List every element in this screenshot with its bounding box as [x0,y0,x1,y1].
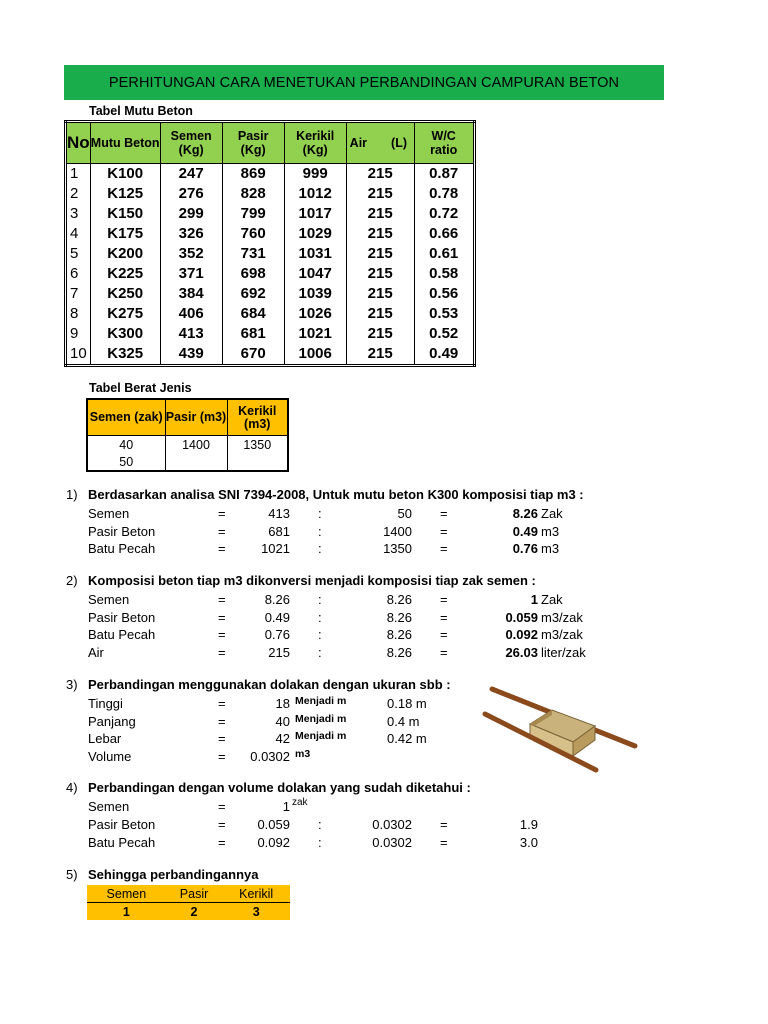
mutu-cell-wc: 0.58 [414,264,474,284]
row-unit: m3/zak [541,627,583,642]
row-value-a: 0.49 [264,609,290,625]
mutu-row [66,344,475,366]
row-eq2: = [440,609,448,625]
row-value-a: 413 [268,506,290,521]
mutu-row [66,204,475,224]
row-colon: : [318,834,322,850]
row-note: Menjadi m [295,730,347,742]
mutu-cell-wc: 0.78 [414,184,474,204]
row-label: Semen [88,506,130,521]
mutu-cell-semen: 371 [160,264,222,284]
mutu-cell-wc: 0.72 [414,204,474,224]
final-header: Pasir [166,885,223,903]
mutu-cell-pasir: 869 [222,164,284,185]
row-label: Volume [88,748,132,764]
berat-cell: 1400 [165,436,227,454]
s4-semen-row [88,798,129,815]
mutu-cell-air: 215 [346,304,414,324]
mutu-cell-mutu: K250 [90,284,160,304]
mutu-cell-mutu: K175 [90,224,160,244]
row-result: 3.0 [519,834,538,850]
row-eq2: = [440,506,448,521]
berat-cell: 1350 [227,436,288,454]
mutu-cell-mutu: K150 [90,204,160,224]
mutu-cell-kerikil: 999 [284,164,346,185]
row-eq: = [218,592,226,607]
row-eq2: = [440,644,448,660]
section-3-heading: Perbandingan menggunakan dolakan dengan ukuran sbb : [88,677,451,692]
mutu-cell-pasir: 828 [222,184,284,204]
mutu-cell-kerikil: 1029 [284,224,346,244]
final-ratio-table [87,885,290,920]
final-value: 3 [222,903,290,921]
final-header: Kerikil [222,885,290,903]
mutu-cell-no: 4 [70,225,79,242]
mutu-cell-air: 215 [346,284,414,304]
row-converted: 0.4 m [387,713,420,729]
header-mutu: Mutu Beton [90,122,160,164]
row-eq2: = [440,592,448,607]
row-result: 0.49 [512,523,538,539]
mutu-cell-wc: 0.49 [414,344,474,366]
mutu-cell-no: 8 [70,305,79,322]
mutu-cell-no: 9 [70,325,79,342]
mutu-cell-wc: 0.61 [414,244,474,264]
mutu-cell-wc: 0.87 [414,164,474,185]
mutu-cell-semen: 276 [160,184,222,204]
row-converted: 0.42 m [387,731,427,746]
mutu-cell-air: 215 [346,204,414,224]
row-eq: = [218,541,226,556]
mutu-cell-semen: 439 [160,344,222,366]
row-unit: Zak [541,592,563,607]
mutu-cell-wc: 0.53 [414,304,474,324]
mutu-cell-kerikil: 1047 [284,264,346,284]
mutu-cell-air: 215 [346,264,414,284]
header-semen: Semen (Kg) [160,122,222,164]
berat-header-pasir: Pasir (m3) [165,399,227,436]
mutu-cell-no: 5 [70,245,79,262]
row-value-b: 1400 [383,523,412,539]
row-colon: : [318,817,322,832]
mutu-cell-air: 215 [346,344,414,366]
row-unit: liter/zak [541,644,586,660]
mutu-cell-pasir: 731 [222,244,284,264]
row-result: 8.26 [512,506,538,521]
mutu-cell-semen: 413 [160,324,222,344]
section-2-number: 2) [66,573,78,588]
row-eq: = [218,523,226,539]
mutu-cell-pasir: 681 [222,324,284,344]
mutu-cell-mutu: K325 [90,344,160,366]
row-label: Panjang [88,713,136,729]
row-value-b: 1350 [383,541,412,556]
row-label: Pasir Beton [88,817,156,832]
row-value-b: 0.0302 [372,834,412,850]
berat-header-semen: Semen (zak) [87,399,165,436]
row-value-a: 8.26 [264,592,290,607]
mutu-cell-mutu: K225 [90,264,160,284]
row-eq: = [218,696,226,711]
mutu-cell-kerikil: 1026 [284,304,346,324]
row-colon: : [318,627,322,642]
mutu-cell-mutu: K200 [90,244,160,264]
row-value-a: 681 [268,523,290,539]
row-result: 0.059 [505,609,538,625]
row-value-b: 50 [397,506,412,521]
mutu-cell-semen: 384 [160,284,222,304]
row-unit: m3 [541,523,560,539]
mutu-table-caption: Tabel Mutu Beton [89,104,193,118]
row-label: Batu Pecah [88,834,156,850]
mutu-cell-semen: 326 [160,224,222,244]
mutu-cell-kerikil: 1012 [284,184,346,204]
row-label: Lebar [88,731,122,746]
section-5-heading: Sehingga perbandingannya [88,867,259,882]
mutu-cell-kerikil: 1021 [284,324,346,344]
header-kerikil: Kerikil (Kg) [284,122,346,164]
row-colon: : [318,506,322,521]
row-value-a: 18 [275,696,290,711]
row-colon: : [318,523,322,539]
header-air: Air (L) [346,122,414,164]
mutu-cell-mutu: K100 [90,164,160,185]
row-label: Tinggi [88,696,123,711]
row-label: Batu Pecah [88,541,156,556]
final-value: 2 [166,903,223,921]
mutu-cell-semen: 299 [160,204,222,224]
row-eq: = [218,506,226,521]
row-colon: : [318,541,322,556]
mutu-row [66,324,475,344]
berat-header-kerikil: Kerikil (m3) [227,399,288,436]
header-pasir: Pasir (Kg) [222,122,284,164]
row-value: 1 [282,799,290,814]
mutu-cell-mutu: K125 [90,184,160,204]
mutu-cell-kerikil: 1017 [284,204,346,224]
row-label: Pasir Beton [88,523,156,539]
berat-jenis-table [86,398,289,472]
mutu-cell-pasir: 698 [222,264,284,284]
row-note: Menjadi m [295,695,347,707]
mutu-row [66,244,475,264]
mutu-cell-air: 215 [346,324,414,344]
berat-cell: 40 [119,437,134,452]
berat-row [87,436,288,454]
mutu-row [66,164,475,185]
berat-cell [165,453,227,471]
mutu-cell-no: 3 [70,205,79,222]
mutu-cell-pasir: 799 [222,204,284,224]
mutu-cell-no: 6 [70,265,79,282]
row-result: 26.03 [505,644,538,660]
mutu-cell-no: 1 [70,165,79,182]
berat-cell [227,453,288,471]
row-note: m3 [295,747,311,760]
mutu-cell-wc: 0.52 [414,324,474,344]
mutu-cell-pasir: 684 [222,304,284,324]
row-eq2: = [440,834,448,850]
mutu-cell-pasir: 760 [222,224,284,244]
mutu-header-row [66,122,475,164]
mutu-cell-kerikil: 1039 [284,284,346,304]
berat-cell: 50 [119,454,134,469]
final-header: Semen [87,885,166,903]
row-value-a: 215 [268,644,290,660]
mutu-cell-no: 10 [70,345,87,362]
row-value-a: 40 [275,713,290,729]
mutu-cell-semen: 352 [160,244,222,264]
mutu-row [66,224,475,244]
row-unit: m3 [541,541,560,556]
row-eq2: = [440,523,448,539]
mutu-cell-air: 215 [346,184,414,204]
mutu-cell-air: 215 [346,224,414,244]
row-colon: : [318,592,322,607]
section-2-heading: Komposisi beton tiap m3 dikonversi menjadi komposisi tiap zak semen : [88,573,536,588]
mutu-cell-air: 215 [346,164,414,185]
row-label: Air [88,644,104,660]
row-eq: = [218,731,226,746]
berat-table-caption: Tabel Berat Jenis [89,381,192,395]
row-colon: : [318,609,322,625]
row-eq2: = [440,817,448,832]
mutu-cell-pasir: 670 [222,344,284,366]
row-eq: = [218,609,226,625]
mutu-cell-kerikil: 1006 [284,344,346,366]
page-title: PERHITUNGAN CARA MENETUKAN PERBANDINGAN CAMPURAN BETON [64,65,664,100]
mutu-row [66,184,475,204]
row-eq: = [218,644,226,660]
section-4-number: 4) [66,780,78,795]
mutu-cell-no: 2 [70,185,79,202]
row-eq: = [218,713,226,729]
row-unit: Zak [541,506,563,521]
section-4-heading: Perbandingan dengan volume dolakan yang sudah diketahui : [88,780,471,795]
row-value-a: 0.059 [257,817,290,832]
mutu-cell-kerikil: 1031 [284,244,346,264]
row-value-b: 8.26 [386,644,412,660]
final-value: 1 [87,903,166,921]
section-1-heading: Berdasarkan analisa SNI 7394-2008, Untuk mutu beton K300 komposisi tiap m3 : [88,487,584,502]
row-result: 0.092 [505,627,538,642]
row-value-a: 0.0302 [250,748,290,764]
row-value-b: 8.26 [386,609,412,625]
mutu-beton-table [64,120,476,367]
header-wc: W/C ratio [414,122,474,164]
row-label: Semen [88,799,130,814]
row-eq: = [218,748,226,764]
row-eq2: = [440,627,448,642]
mutu-cell-mutu: K300 [90,324,160,344]
mutu-cell-no: 7 [70,285,79,302]
row-converted: 0.18 m [387,696,427,711]
row-unit: m3/zak [541,609,583,625]
row-label: Semen [88,592,130,607]
mutu-cell-wc: 0.66 [414,224,474,244]
row-eq: = [218,817,226,832]
row-value-a: 42 [275,731,290,746]
row-result: 1.9 [519,817,538,832]
mutu-row [66,304,475,324]
mutu-cell-mutu: K275 [90,304,160,324]
row-colon: : [318,644,322,660]
berat-row [87,453,288,471]
mutu-row [66,284,475,304]
row-value-a: 0.76 [264,627,290,642]
mutu-cell-semen: 247 [160,164,222,185]
row-value-a: 0.092 [257,834,290,850]
row-eq: = [218,834,226,850]
row-label: Batu Pecah [88,627,156,642]
row-note: Menjadi m [295,712,347,725]
section-3-number: 3) [66,677,78,692]
row-eq: = [218,799,226,814]
section-1-number: 1) [66,487,78,502]
row-unit: zak [292,797,308,808]
row-eq2: = [440,541,448,556]
row-eq: = [218,627,226,642]
row-value-b: 0.0302 [372,817,412,832]
section-5-number: 5) [66,867,78,882]
row-value-b: 8.26 [386,592,412,607]
row-result: 0.76 [512,541,538,556]
row-result: 1 [530,592,538,607]
row-value-b: 8.26 [386,627,412,642]
mutu-cell-air: 215 [346,244,414,264]
mutu-row [66,264,475,284]
mutu-cell-semen: 406 [160,304,222,324]
dolakan-box-illustration [480,684,640,776]
row-value-a: 1021 [261,541,290,556]
mutu-cell-pasir: 692 [222,284,284,304]
mutu-cell-wc: 0.56 [414,284,474,304]
header-no: No [66,122,91,164]
row-label: Pasir Beton [88,609,156,625]
